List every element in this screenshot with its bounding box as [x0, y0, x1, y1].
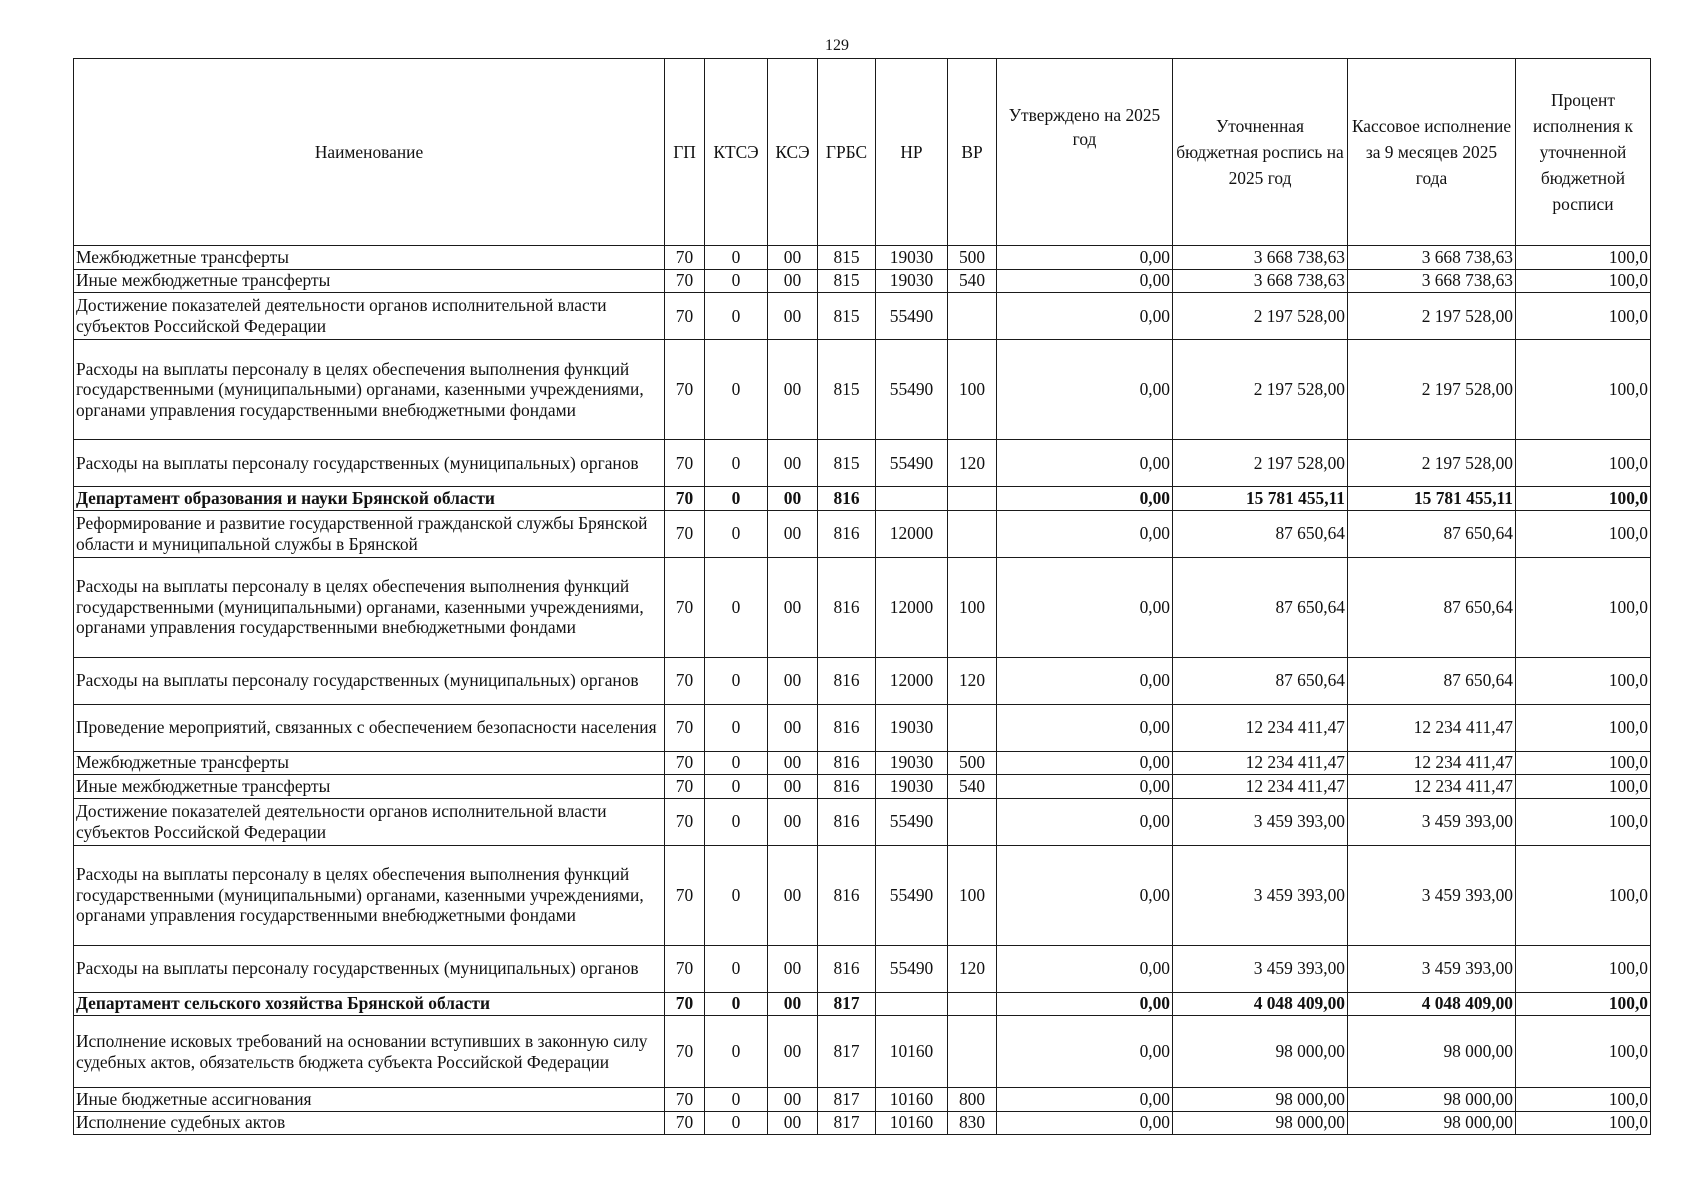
cell-ktse: 0: [705, 751, 768, 775]
cell-ktse: 0: [705, 557, 768, 657]
page-number: 129: [825, 37, 849, 54]
cell-nr: [876, 992, 948, 1016]
table-row: [74, 798, 1651, 845]
cell-approved: 0,00: [997, 845, 1173, 945]
cell-grbs: 816: [818, 845, 876, 945]
cell-refined: 3 668 738,63: [1173, 246, 1348, 270]
cell-grbs: 816: [818, 751, 876, 775]
cell-cash: 3 459 393,00: [1348, 798, 1516, 845]
cell-ktse: 0: [705, 510, 768, 557]
cell-kse: 00: [768, 775, 818, 799]
cell-vr: 830: [948, 1111, 997, 1135]
cell-name: Расходы на выплаты персоналу в целях обеспечения выполнения функций государственными (муниципальными) органами, казенными учреждениями, органами управления государственными внебюджетными фондами: [74, 340, 665, 440]
cell-ktse: 0: [705, 657, 768, 704]
table-row: [74, 704, 1651, 751]
cell-percent: 100,0: [1516, 487, 1651, 511]
cell-refined: 4 048 409,00: [1173, 992, 1348, 1016]
cell-cash: 87 650,64: [1348, 557, 1516, 657]
cell-kse: 00: [768, 992, 818, 1016]
cell-percent: 100,0: [1516, 1111, 1651, 1135]
header-vr: ВР: [948, 59, 997, 246]
table-row: [74, 945, 1651, 992]
cell-cash: 3 668 738,63: [1348, 246, 1516, 270]
table-row: [74, 775, 1651, 799]
header-percent: Процент исполнения к уточненной бюджетной росписи: [1516, 59, 1651, 246]
cell-name: Иные бюджетные ассигнования: [74, 1088, 665, 1112]
table-row: [74, 510, 1651, 557]
cell-kse: 00: [768, 1088, 818, 1112]
cell-gp: 70: [665, 657, 705, 704]
cell-name: Иные межбюджетные трансферты: [74, 775, 665, 799]
cell-refined: 3 459 393,00: [1173, 798, 1348, 845]
table-row: [74, 1016, 1651, 1088]
cell-approved: 0,00: [997, 945, 1173, 992]
cell-percent: 100,0: [1516, 845, 1651, 945]
cell-nr: 12000: [876, 510, 948, 557]
cell-vr: 500: [948, 751, 997, 775]
cell-vr: [948, 510, 997, 557]
cell-percent: 100,0: [1516, 246, 1651, 270]
cell-cash: 87 650,64: [1348, 510, 1516, 557]
cell-kse: 00: [768, 751, 818, 775]
cell-vr: [948, 1016, 997, 1088]
cell-refined: 87 650,64: [1173, 510, 1348, 557]
header-approved: Утверждено на 2025 год: [997, 59, 1173, 246]
cell-name: Исполнение исковых требований на основании вступивших в законную силу судебных актов, обязательств бюджета субъекта Российской Федерации: [74, 1016, 665, 1088]
cell-approved: 0,00: [997, 751, 1173, 775]
cell-vr: 500: [948, 246, 997, 270]
table-row: [74, 845, 1651, 945]
cell-name: Исполнение судебных актов: [74, 1111, 665, 1135]
cell-grbs: 815: [818, 293, 876, 340]
cell-kse: 00: [768, 945, 818, 992]
cell-cash: 87 650,64: [1348, 657, 1516, 704]
cell-percent: 100,0: [1516, 293, 1651, 340]
cell-vr: 100: [948, 557, 997, 657]
cell-vr: [948, 992, 997, 1016]
cell-ktse: 0: [705, 945, 768, 992]
cell-name: Расходы на выплаты персоналу в целях обеспечения выполнения функций государственными (муниципальными) органами, казенными учреждениями, органами управления государственными внебюджетными фондами: [74, 557, 665, 657]
cell-vr: 800: [948, 1088, 997, 1112]
cell-grbs: 816: [818, 775, 876, 799]
cell-grbs: 815: [818, 440, 876, 487]
cell-grbs: 816: [818, 945, 876, 992]
cell-name: Департамент сельского хозяйства Брянской области: [74, 992, 665, 1016]
cell-gp: 70: [665, 440, 705, 487]
cell-refined: 98 000,00: [1173, 1111, 1348, 1135]
cell-vr: 100: [948, 845, 997, 945]
cell-gp: 70: [665, 992, 705, 1016]
cell-kse: 00: [768, 845, 818, 945]
cell-name: Расходы на выплаты персоналу государственных (муниципальных) органов: [74, 440, 665, 487]
cell-gp: 70: [665, 775, 705, 799]
cell-kse: 00: [768, 293, 818, 340]
cell-refined: 3 459 393,00: [1173, 845, 1348, 945]
cell-percent: 100,0: [1516, 510, 1651, 557]
cell-nr: 19030: [876, 269, 948, 293]
cell-cash: 2 197 528,00: [1348, 293, 1516, 340]
cell-ktse: 0: [705, 269, 768, 293]
cell-kse: 00: [768, 487, 818, 511]
cell-approved: 0,00: [997, 992, 1173, 1016]
cell-grbs: 815: [818, 246, 876, 270]
cell-vr: 120: [948, 657, 997, 704]
cell-cash: 3 668 738,63: [1348, 269, 1516, 293]
cell-gp: 70: [665, 487, 705, 511]
cell-gp: 70: [665, 1111, 705, 1135]
cell-percent: 100,0: [1516, 751, 1651, 775]
cell-vr: [948, 293, 997, 340]
cell-cash: 2 197 528,00: [1348, 440, 1516, 487]
cell-percent: 100,0: [1516, 798, 1651, 845]
cell-grbs: 817: [818, 1088, 876, 1112]
cell-ktse: 0: [705, 440, 768, 487]
cell-ktse: 0: [705, 293, 768, 340]
cell-kse: 00: [768, 246, 818, 270]
cell-refined: 15 781 455,11: [1173, 487, 1348, 511]
cell-grbs: 816: [818, 487, 876, 511]
header-gp: ГП: [665, 59, 705, 246]
cell-grbs: 817: [818, 992, 876, 1016]
cell-percent: 100,0: [1516, 557, 1651, 657]
cell-name: Достижение показателей деятельности органов исполнительной власти субъектов Российской Федерации: [74, 293, 665, 340]
cell-kse: 00: [768, 557, 818, 657]
cell-cash: 4 048 409,00: [1348, 992, 1516, 1016]
cell-ktse: 0: [705, 775, 768, 799]
cell-kse: 00: [768, 1111, 818, 1135]
cell-nr: 12000: [876, 657, 948, 704]
cell-nr: 19030: [876, 246, 948, 270]
table-row: [74, 751, 1651, 775]
cell-ktse: 0: [705, 1016, 768, 1088]
table-row: [74, 440, 1651, 487]
cell-ktse: 0: [705, 340, 768, 440]
cell-gp: 70: [665, 510, 705, 557]
table-header-row: [74, 59, 1651, 246]
cell-refined: 12 234 411,47: [1173, 704, 1348, 751]
cell-grbs: 815: [818, 340, 876, 440]
cell-nr: 19030: [876, 704, 948, 751]
cell-grbs: 815: [818, 269, 876, 293]
cell-percent: 100,0: [1516, 340, 1651, 440]
cell-grbs: 816: [818, 704, 876, 751]
cell-cash: 15 781 455,11: [1348, 487, 1516, 511]
cell-approved: 0,00: [997, 440, 1173, 487]
cell-ktse: 0: [705, 1088, 768, 1112]
header-refined: Уточненная бюджетная роспись на 2025 год: [1173, 59, 1348, 246]
cell-approved: 0,00: [997, 704, 1173, 751]
cell-nr: 55490: [876, 845, 948, 945]
cell-gp: 70: [665, 945, 705, 992]
cell-approved: 0,00: [997, 798, 1173, 845]
cell-approved: 0,00: [997, 1111, 1173, 1135]
table-body: [74, 246, 1651, 1135]
cell-kse: 00: [768, 798, 818, 845]
cell-gp: 70: [665, 1088, 705, 1112]
cell-name: Реформирование и развитие государственной гражданской службы Брянской области и муниципальной службы в Брянской: [74, 510, 665, 557]
cell-cash: 98 000,00: [1348, 1016, 1516, 1088]
cell-name: Иные межбюджетные трансферты: [74, 269, 665, 293]
cell-vr: [948, 704, 997, 751]
header-name: Наименование: [74, 59, 665, 246]
cell-grbs: 816: [818, 657, 876, 704]
cell-grbs: 816: [818, 557, 876, 657]
cell-vr: 540: [948, 775, 997, 799]
cell-approved: 0,00: [997, 557, 1173, 657]
cell-kse: 00: [768, 510, 818, 557]
cell-approved: 0,00: [997, 510, 1173, 557]
cell-percent: 100,0: [1516, 992, 1651, 1016]
cell-gp: 70: [665, 340, 705, 440]
cell-nr: [876, 487, 948, 511]
cell-name: Межбюджетные трансферты: [74, 751, 665, 775]
cell-percent: 100,0: [1516, 704, 1651, 751]
cell-nr: 10160: [876, 1016, 948, 1088]
cell-gp: 70: [665, 557, 705, 657]
cell-vr: 100: [948, 340, 997, 440]
cell-nr: 55490: [876, 293, 948, 340]
cell-name: Расходы на выплаты персоналу государственных (муниципальных) органов: [74, 657, 665, 704]
cell-cash: 2 197 528,00: [1348, 340, 1516, 440]
cell-approved: 0,00: [997, 1088, 1173, 1112]
cell-kse: 00: [768, 1016, 818, 1088]
cell-cash: 3 459 393,00: [1348, 945, 1516, 992]
cell-gp: 70: [665, 246, 705, 270]
cell-gp: 70: [665, 269, 705, 293]
cell-percent: 100,0: [1516, 440, 1651, 487]
cell-percent: 100,0: [1516, 269, 1651, 293]
cell-ktse: 0: [705, 992, 768, 1016]
cell-cash: 98 000,00: [1348, 1111, 1516, 1135]
cell-kse: 00: [768, 269, 818, 293]
cell-vr: [948, 487, 997, 511]
cell-cash: 12 234 411,47: [1348, 704, 1516, 751]
cell-vr: 120: [948, 440, 997, 487]
cell-grbs: 817: [818, 1111, 876, 1135]
cell-ktse: 0: [705, 246, 768, 270]
cell-refined: 87 650,64: [1173, 557, 1348, 657]
cell-name: Межбюджетные трансферты: [74, 246, 665, 270]
header-grbs: ГРБС: [818, 59, 876, 246]
cell-vr: 540: [948, 269, 997, 293]
cell-grbs: 817: [818, 1016, 876, 1088]
table-row: [74, 246, 1651, 270]
table-row: [74, 293, 1651, 340]
cell-refined: 98 000,00: [1173, 1016, 1348, 1088]
cell-ktse: 0: [705, 845, 768, 945]
cell-gp: 70: [665, 1016, 705, 1088]
cell-gp: 70: [665, 293, 705, 340]
table-row: [74, 1088, 1651, 1112]
cell-name: Департамент образования и науки Брянской области: [74, 487, 665, 511]
cell-gp: 70: [665, 751, 705, 775]
cell-cash: 12 234 411,47: [1348, 751, 1516, 775]
cell-approved: 0,00: [997, 1016, 1173, 1088]
cell-approved: 0,00: [997, 340, 1173, 440]
cell-ktse: 0: [705, 704, 768, 751]
cell-nr: 19030: [876, 751, 948, 775]
cell-nr: 12000: [876, 557, 948, 657]
table-row: [74, 557, 1651, 657]
cell-approved: 0,00: [997, 293, 1173, 340]
cell-nr: 55490: [876, 945, 948, 992]
cell-ktse: 0: [705, 1111, 768, 1135]
cell-ktse: 0: [705, 798, 768, 845]
cell-nr: 55490: [876, 340, 948, 440]
cell-refined: 2 197 528,00: [1173, 440, 1348, 487]
cell-approved: 0,00: [997, 269, 1173, 293]
cell-nr: 19030: [876, 775, 948, 799]
cell-gp: 70: [665, 798, 705, 845]
header-ktse: КТСЭ: [705, 59, 768, 246]
table-row: [74, 1111, 1651, 1135]
cell-percent: 100,0: [1516, 775, 1651, 799]
table-row: [74, 487, 1651, 511]
table-row: [74, 992, 1651, 1016]
cell-name: Расходы на выплаты персоналу в целях обеспечения выполнения функций государственными (муниципальными) органами, казенными учреждениями, органами управления государственными внебюджетными фондами: [74, 845, 665, 945]
cell-vr: 120: [948, 945, 997, 992]
cell-percent: 100,0: [1516, 657, 1651, 704]
table-row: [74, 340, 1651, 440]
header-cash: Кассовое исполнение за 9 месяцев 2025 года: [1348, 59, 1516, 246]
cell-refined: 3 459 393,00: [1173, 945, 1348, 992]
cell-nr: 55490: [876, 440, 948, 487]
cell-refined: 12 234 411,47: [1173, 751, 1348, 775]
cell-nr: 10160: [876, 1111, 948, 1135]
cell-refined: 2 197 528,00: [1173, 340, 1348, 440]
cell-grbs: 816: [818, 798, 876, 845]
cell-kse: 00: [768, 704, 818, 751]
cell-approved: 0,00: [997, 775, 1173, 799]
cell-gp: 70: [665, 845, 705, 945]
cell-name: Достижение показателей деятельности органов исполнительной власти субъектов Российской Федерации: [74, 798, 665, 845]
cell-gp: 70: [665, 704, 705, 751]
cell-cash: 98 000,00: [1348, 1088, 1516, 1112]
cell-cash: 3 459 393,00: [1348, 845, 1516, 945]
budget-execution-table: [73, 58, 1651, 1135]
cell-cash: 12 234 411,47: [1348, 775, 1516, 799]
cell-kse: 00: [768, 340, 818, 440]
cell-refined: 98 000,00: [1173, 1088, 1348, 1112]
cell-name: Расходы на выплаты персоналу государственных (муниципальных) органов: [74, 945, 665, 992]
cell-kse: 00: [768, 657, 818, 704]
cell-percent: 100,0: [1516, 945, 1651, 992]
header-kse: КСЭ: [768, 59, 818, 246]
cell-grbs: 816: [818, 510, 876, 557]
cell-kse: 00: [768, 440, 818, 487]
cell-refined: 2 197 528,00: [1173, 293, 1348, 340]
cell-refined: 12 234 411,47: [1173, 775, 1348, 799]
table-row: [74, 657, 1651, 704]
cell-approved: 0,00: [997, 657, 1173, 704]
cell-nr: 55490: [876, 798, 948, 845]
cell-refined: 3 668 738,63: [1173, 269, 1348, 293]
cell-approved: 0,00: [997, 246, 1173, 270]
cell-nr: 10160: [876, 1088, 948, 1112]
cell-refined: 87 650,64: [1173, 657, 1348, 704]
cell-ktse: 0: [705, 487, 768, 511]
cell-percent: 100,0: [1516, 1016, 1651, 1088]
cell-approved: 0,00: [997, 487, 1173, 511]
table-row: [74, 269, 1651, 293]
header-nr: НР: [876, 59, 948, 246]
cell-name: Проведение мероприятий, связанных с обеспечением безопасности населения: [74, 704, 665, 751]
cell-percent: 100,0: [1516, 1088, 1651, 1112]
cell-vr: [948, 798, 997, 845]
